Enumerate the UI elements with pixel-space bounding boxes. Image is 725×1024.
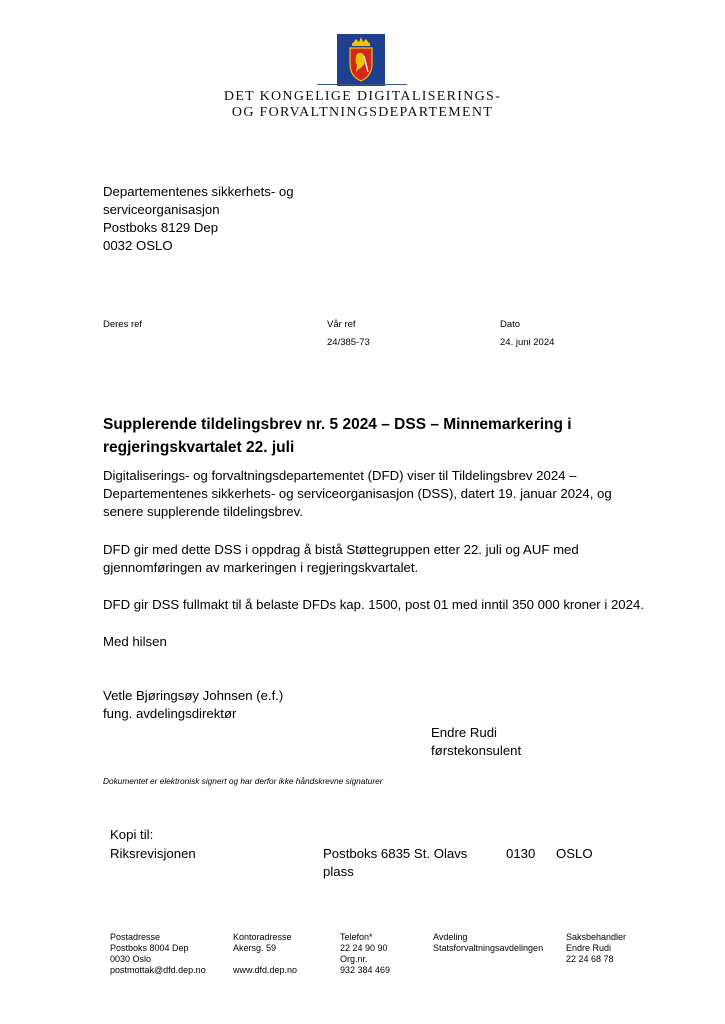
signer-1-title: fung. avdelingsdirektør — [103, 706, 237, 721]
copy-to-address — [323, 845, 467, 881]
copy-to-postcode: 0130 — [506, 846, 536, 861]
dato-value: 24. juni 2024 — [500, 337, 555, 348]
var-ref-label: Vår ref — [327, 319, 356, 330]
footer-line: Statsforvaltningsavdelingen — [433, 943, 544, 953]
paragraph-line: senere supplerende tildelingsbrev. — [103, 504, 303, 519]
recipient-line: Departementenes sikkerhets- og — [103, 184, 294, 199]
footer-heading: Kontoradresse — [233, 932, 292, 942]
deres-ref-label: Deres ref — [103, 319, 143, 330]
copy-to-address-line: Postboks 6835 St. Olavs — [323, 846, 468, 861]
footer-line: 0030 Oslo — [110, 954, 152, 964]
signer-1-name: Vetle Bjøringsøy Johnsen (e.f.) — [103, 688, 284, 703]
department-name-line2: OG FORVALTNINGSDEPARTEMENT — [231, 105, 494, 120]
footer-heading: Saksbehandler — [566, 932, 627, 942]
footer-line: postmottak@dfd.dep.no — [110, 965, 206, 975]
copy-to-name: Riksrevisjonen — [110, 846, 196, 861]
footer-saksbehandler — [566, 932, 626, 965]
recipient-address — [103, 183, 294, 255]
dato-label: Dato — [500, 319, 521, 330]
signer-2 — [431, 724, 521, 760]
signer-1 — [103, 687, 283, 723]
copy-to-label: Kopi til: — [110, 827, 154, 842]
paragraph-2 — [103, 541, 683, 577]
copy-to-address-line: plass — [323, 864, 354, 879]
letter-title — [103, 413, 663, 459]
footer-line: Endre Rudi — [566, 943, 612, 953]
footer-postadresse — [110, 932, 206, 976]
paragraph-line: DFD gir med dette DSS i oppdrag å bistå Støttegruppen etter 22. juli og AUF med — [103, 542, 579, 557]
footer-kontoradresse — [233, 932, 297, 976]
letter-title-line: Supplerende tildelingsbrev nr. 5 2024 – DSS – Minnemarkering i — [103, 416, 572, 433]
letter-title-line: regjeringskvartalet 22. juli — [103, 439, 295, 456]
footer-heading: Telefon* — [340, 932, 373, 942]
footer-line: Org.nr. — [340, 954, 368, 964]
footer-line: 22 24 90 90 — [340, 943, 388, 953]
footer-line — [233, 954, 297, 965]
recipient-line: Postboks 8129 Dep — [103, 220, 219, 235]
electronic-signature-note: Dokumentet er elektronisk signert og har derfor ikke håndskrevne signaturer — [103, 776, 383, 786]
footer-line: Postboks 8004 Dep — [110, 943, 189, 953]
coat-of-arms-icon — [337, 34, 385, 86]
footer-line: 932 384 469 — [340, 965, 391, 975]
closing-greeting: Med hilsen — [103, 634, 167, 649]
department-name-line1: DET KONGELIGE DIGITALISERINGS- — [223, 89, 502, 104]
footer-heading: Avdeling — [433, 932, 468, 942]
footer-line: 22 24 68 78 — [566, 954, 614, 964]
paragraph-line: Digitaliserings- og forvaltningsdepartementet (DFD) viser til Tildelingsbrev 2024 – — [103, 468, 577, 483]
footer-telefon — [340, 932, 390, 976]
footer-line: www.dfd.dep.no — [233, 965, 298, 975]
footer-avdeling — [433, 932, 543, 954]
footer-heading: Postadresse — [110, 932, 161, 942]
paragraph-line: Departementenes sikkerhets- og serviceorganisasjon (DSS), datert 19. januar 2024, og — [103, 486, 612, 501]
recipient-line: 0032 OSLO — [103, 238, 173, 253]
header-rule-top — [317, 84, 407, 85]
paragraph-line: gjennomføringen av markeringen i regjeringskvartalet. — [103, 560, 419, 575]
signer-2-title: førstekonsulent — [431, 743, 522, 758]
signer-2-name: Endre Rudi — [431, 725, 497, 740]
paragraph-1 — [103, 467, 683, 521]
paragraph-3: DFD gir DSS fullmakt til å belaste DFDs kap. 1500, post 01 med inntil 350 000 kroner i 2024. — [103, 597, 644, 612]
copy-to-city: OSLO — [556, 846, 593, 861]
footer-line: Akersg. 59 — [233, 943, 277, 953]
var-ref-value: 24/385-73 — [327, 337, 370, 348]
recipient-line: serviceorganisasjon — [103, 202, 220, 217]
